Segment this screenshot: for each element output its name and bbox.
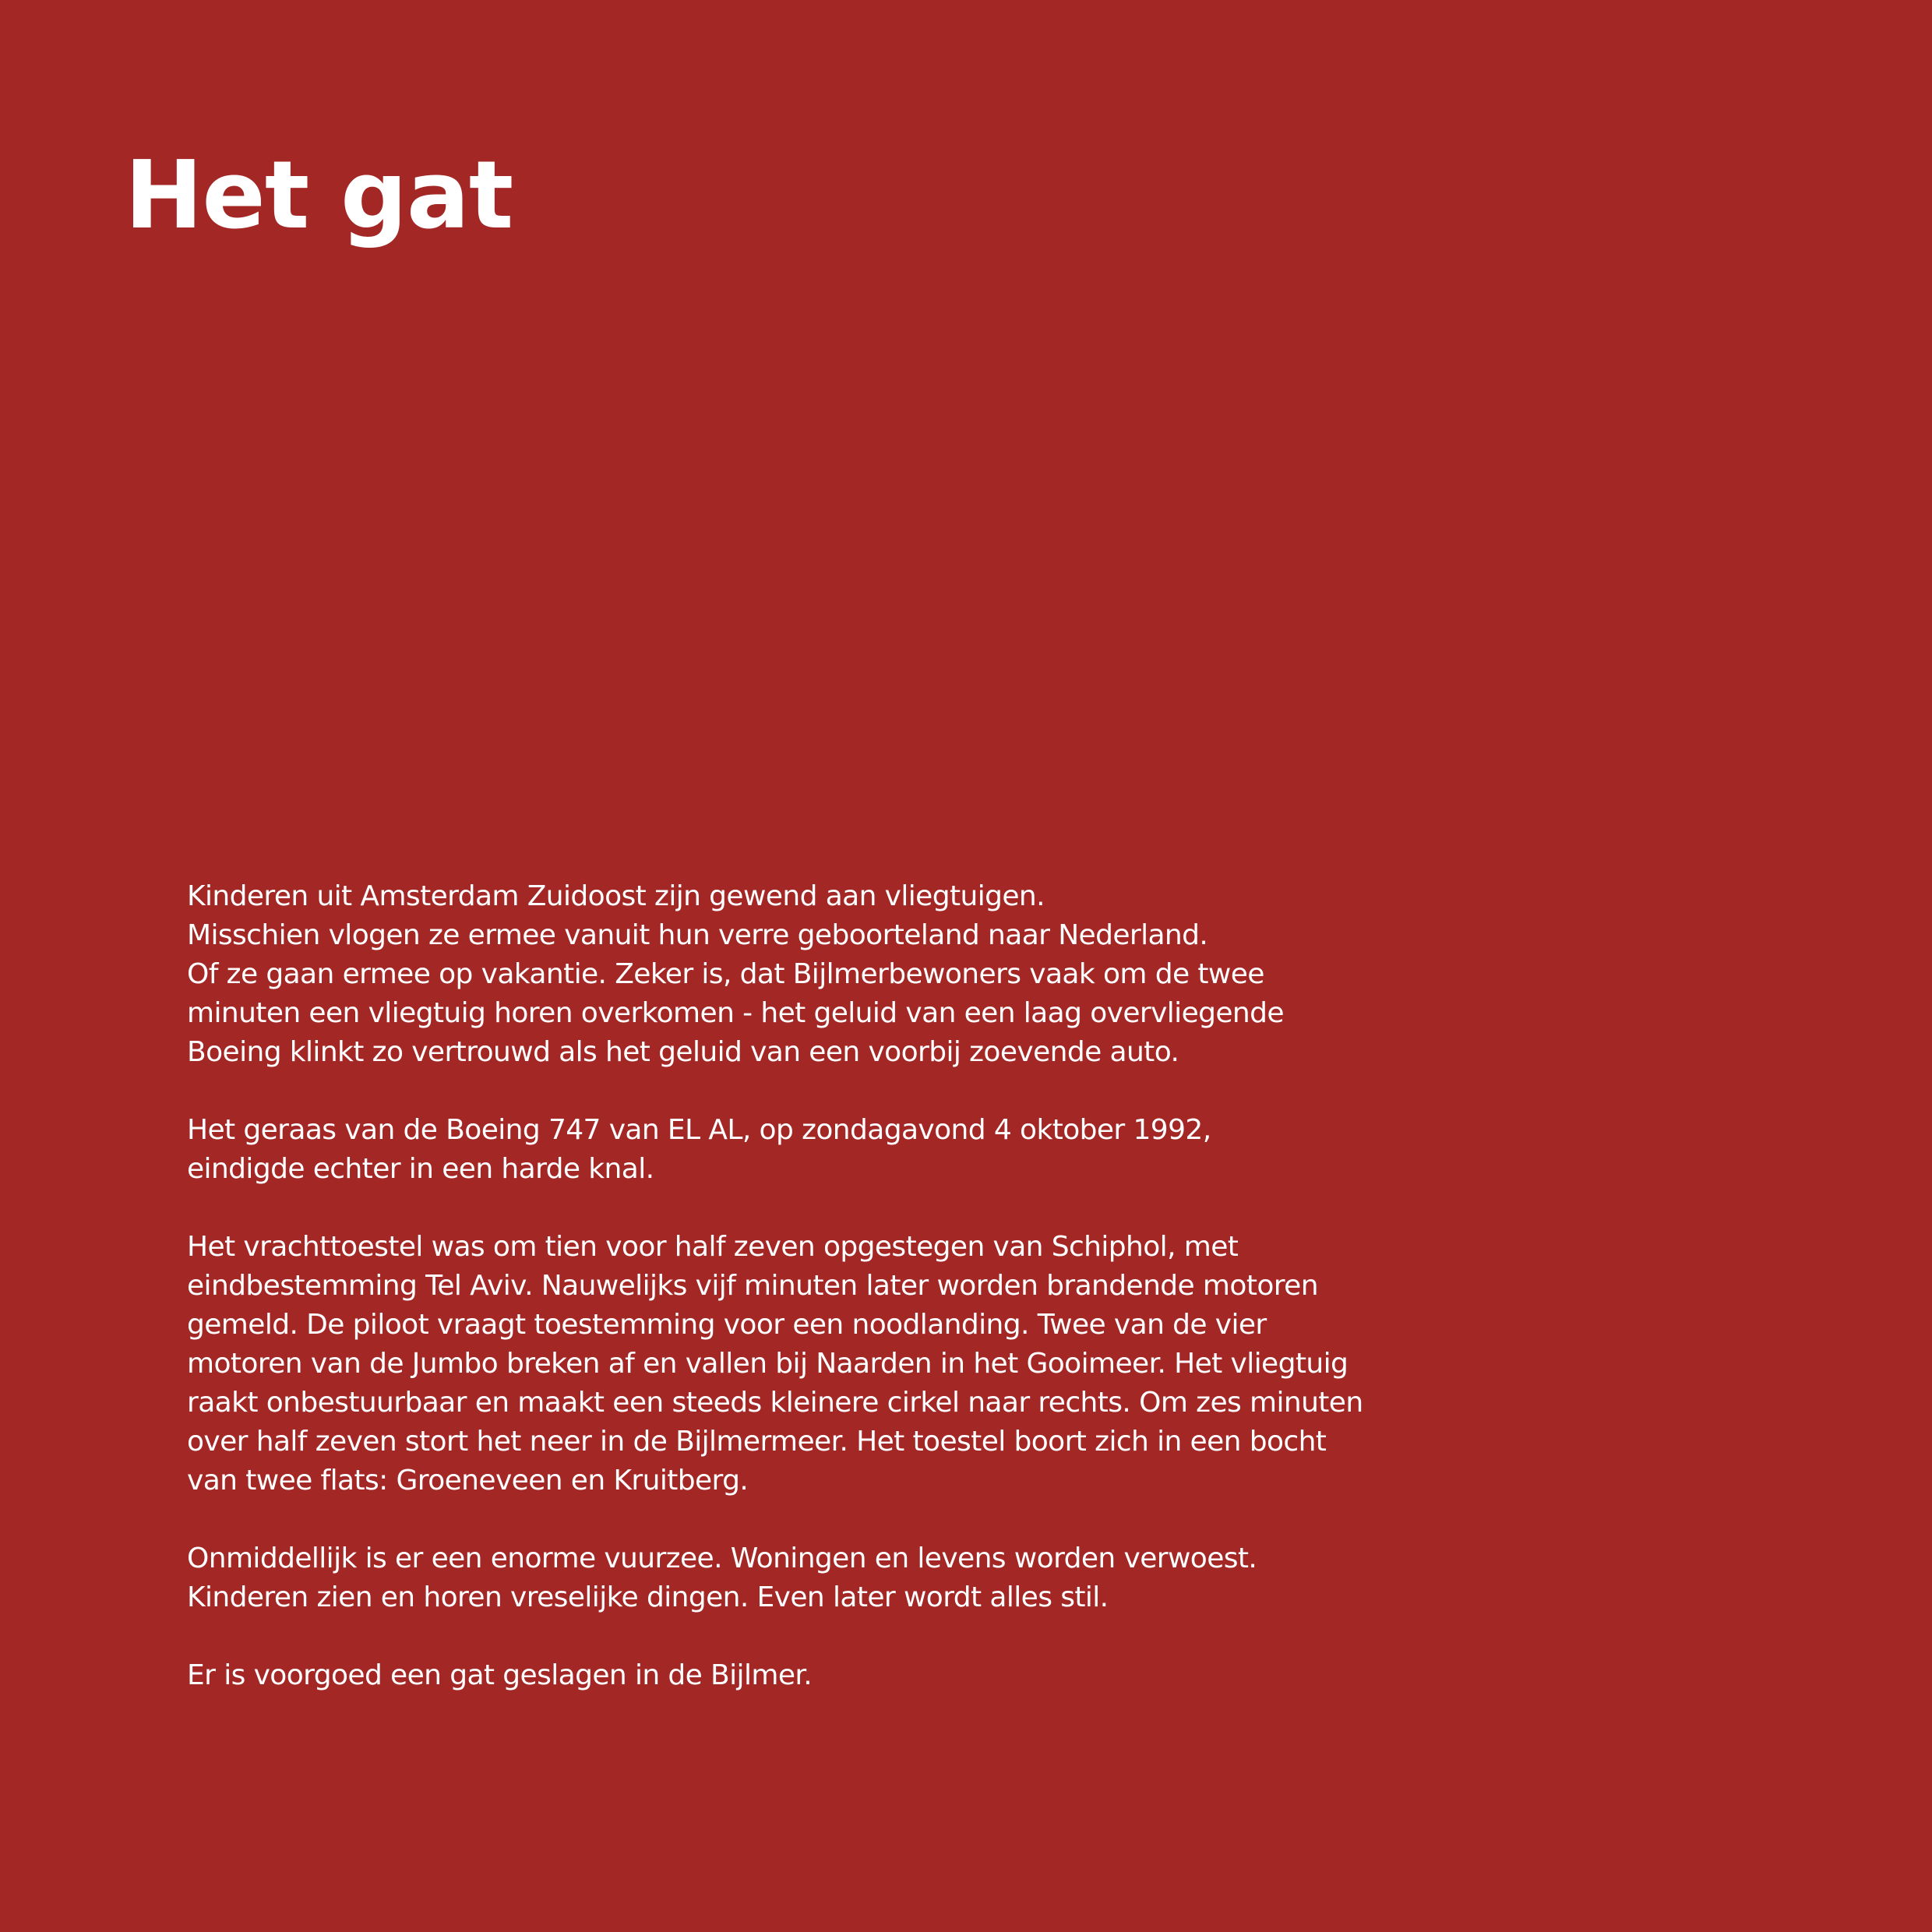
text-line: over half zeven stort het neer in de Bijlmermeer. Het toestel boort zich in een bocht — [187, 1426, 1327, 1458]
paragraph — [187, 877, 1363, 1072]
text-line: Het vrachttoestel was om tien voor half zeven opgestegen van Schiphol, met — [187, 1231, 1239, 1263]
text-line: van twee flats: Groeneveen en Kruitberg. — [187, 1465, 749, 1497]
text-line: Er is voorgoed een gat geslagen in de Bijlmer. — [187, 1659, 813, 1691]
paragraph — [187, 1111, 1363, 1189]
paragraph — [187, 1656, 1363, 1695]
page-title: Het gat — [125, 142, 513, 250]
text-line: Het geraas van de Boeing 747 van EL AL, op zondagavond 4 oktober 1992, — [187, 1114, 1211, 1146]
text-line: gemeld. De piloot vraagt toestemming voor een noodlanding. Twee van de vier — [187, 1309, 1267, 1341]
paragraph — [187, 1539, 1363, 1617]
text-line: eindbestemming Tel Aviv. Nauwelijks vijf minuten later worden brandende motoren — [187, 1270, 1318, 1302]
body-text — [187, 877, 1363, 1734]
text-line: Onmiddellijk is er een enorme vuurzee. Woningen en levens worden verwoest. — [187, 1542, 1257, 1574]
text-line: Kinderen uit Amsterdam Zuidoost zijn gewend aan vliegtuigen. — [187, 880, 1045, 912]
text-line: Boeing klinkt zo vertrouwd als het geluid van een voorbij zoevende auto. — [187, 1036, 1179, 1068]
text-line: Misschien vlogen ze ermee vanuit hun verre geboorteland naar Nederland. — [187, 919, 1208, 951]
text-line: raakt onbestuurbaar en maakt een steeds kleinere cirkel naar rechts. Om zes minuten — [187, 1387, 1363, 1419]
text-line: minuten een vliegtuig horen overkomen - het geluid van een laag overvliegende — [187, 997, 1284, 1029]
text-line: motoren van de Jumbo breken af en vallen bij Naarden in het Gooimeer. Het vliegtuig — [187, 1348, 1349, 1380]
text-line: Kinderen zien en horen vreselijke dingen. Even later wordt alles stil. — [187, 1581, 1109, 1613]
text-line: eindigde echter in een harde knal. — [187, 1153, 654, 1185]
text-line: Of ze gaan ermee op vakantie. Zeker is, dat Bijlmerbewoners vaak om de twee — [187, 958, 1264, 990]
paragraph — [187, 1228, 1363, 1500]
